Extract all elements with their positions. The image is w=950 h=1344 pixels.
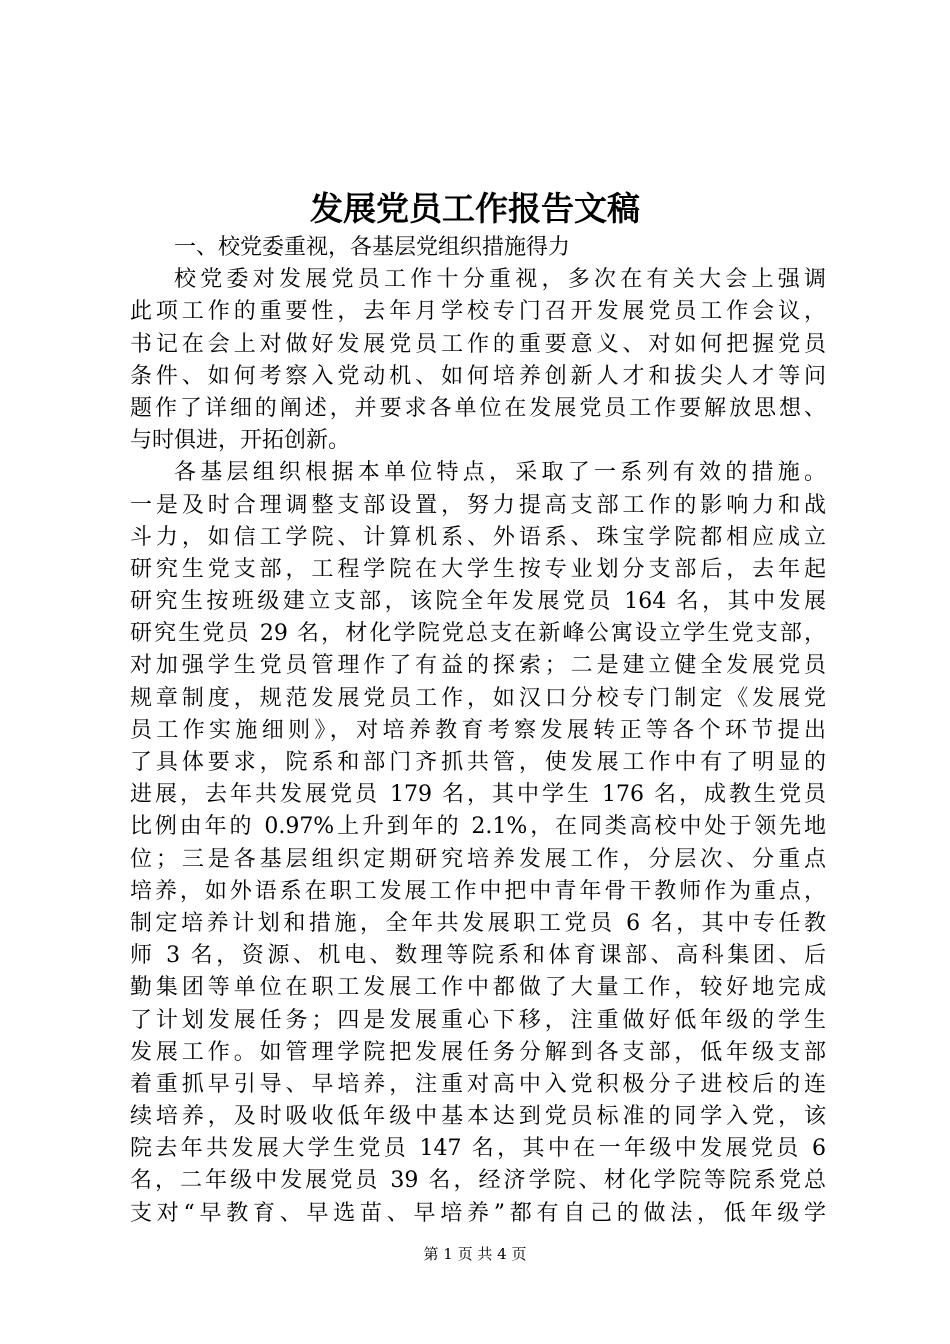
text-line: 研究生党员 29 名，材化学院党总支在新峰公寓设立学生党支部， [130, 621, 826, 647]
text-line: 一、校党委重视，各基层党组织措施得力 [174, 235, 571, 260]
text-line: 了计划发展任务；四是发展重心下移，注重做好低年级的学生 [130, 1007, 826, 1033]
text-line: 一是及时合理调整支部设置，努力提高支部工作的影响力和战 [130, 492, 826, 518]
text-line: 题作了详细的阐述，并要求各单位在发展党员工作要解放思想、 [130, 395, 826, 421]
text-line: 培养，如外语系在职工发展工作中把中青年骨干教师作为重点， [130, 878, 826, 904]
text-line: 条件、如何考察入党动机、如何培养创新人才和拔尖人才等问 [130, 363, 826, 389]
text-line: 书记在会上对做好发展党员工作的重要意义、对如何把握党员 [130, 331, 826, 357]
text-line: 研究生按班级建立支部，该院全年发展党员 164 名，其中发展 [130, 589, 826, 615]
text-line: 着重抓早引导、早培养，注重对高中入党积极分子进校后的连 [130, 1071, 826, 1097]
text-line: 制定培养计划和措施，全年共发展职工党员 6 名，其中专任教 [130, 910, 826, 936]
text-line: 师 3 名，资源、机电、数理等院系和体育课部、高科集团、后 [130, 943, 826, 969]
text-line: 员工作实施细则》，对培养教育考察发展转正等各个环节提出 [130, 717, 826, 743]
text-line: 续培养，及时吸收低年级中基本达到党员标准的同学入党，该 [130, 1104, 826, 1130]
text-line: 此项工作的重要性，去年月学校专门召开发展党员工作会议， [130, 299, 826, 325]
text-line: 比例由年的 0.97%上升到年的 2.1%，在同类高校中处于领先地 [130, 814, 826, 840]
text-line: 位；三是各基层组织定期研究培养发展工作，分层次、分重点 [130, 846, 826, 872]
document-body [130, 232, 826, 1230]
text-line: 与时俱进，开拓创新。 [130, 428, 351, 454]
text-line: 进展，去年共发展党员 179 名，其中学生 176 名，成教生党员 [130, 782, 826, 808]
text-line: 发展工作。如管理学院把发展任务分解到各支部，低年级支部 [130, 1039, 826, 1065]
document-title: 发展党员工作报告文稿 [310, 189, 640, 228]
page-footer: 第 1 页 共 4 页 [423, 1245, 527, 1263]
text-line: 研究生党支部，工程学院在大学生按专业划分支部后，去年起 [130, 556, 826, 582]
text-line: 斗力，如信工学院、计算机系、外语系、珠宝学院都相应成立 [130, 524, 826, 550]
text-line: 院去年共发展大学生党员 147 名，其中在一年级中发展党员 6 [130, 1136, 826, 1162]
text-line: 各基层组织根据本单位特点，采取了一系列有效的措施。 [174, 460, 826, 486]
text-line: 支对“早教育、早选苗、早培养”都有自己的做法，低年级学 [130, 1200, 826, 1226]
text-line: 了具体要求，院系和部门齐抓共管，使发展工作中有了明显的 [130, 750, 826, 775]
text-line: 校党委对发展党员工作十分重视，多次在有关大会上强调 [174, 267, 826, 293]
text-line: 对加强学生党员管理作了有益的探索；二是建立健全发展党员 [130, 653, 826, 679]
text-line: 名，二年级中发展党员 39 名，经济学院、材化学院等院系党总 [130, 1168, 826, 1194]
text-line: 规章制度，规范发展党员工作，如汉口分校专门制定《发展党 [130, 685, 826, 711]
text-line: 勤集团等单位在职工发展工作中都做了大量工作，较好地完成 [130, 975, 826, 1001]
